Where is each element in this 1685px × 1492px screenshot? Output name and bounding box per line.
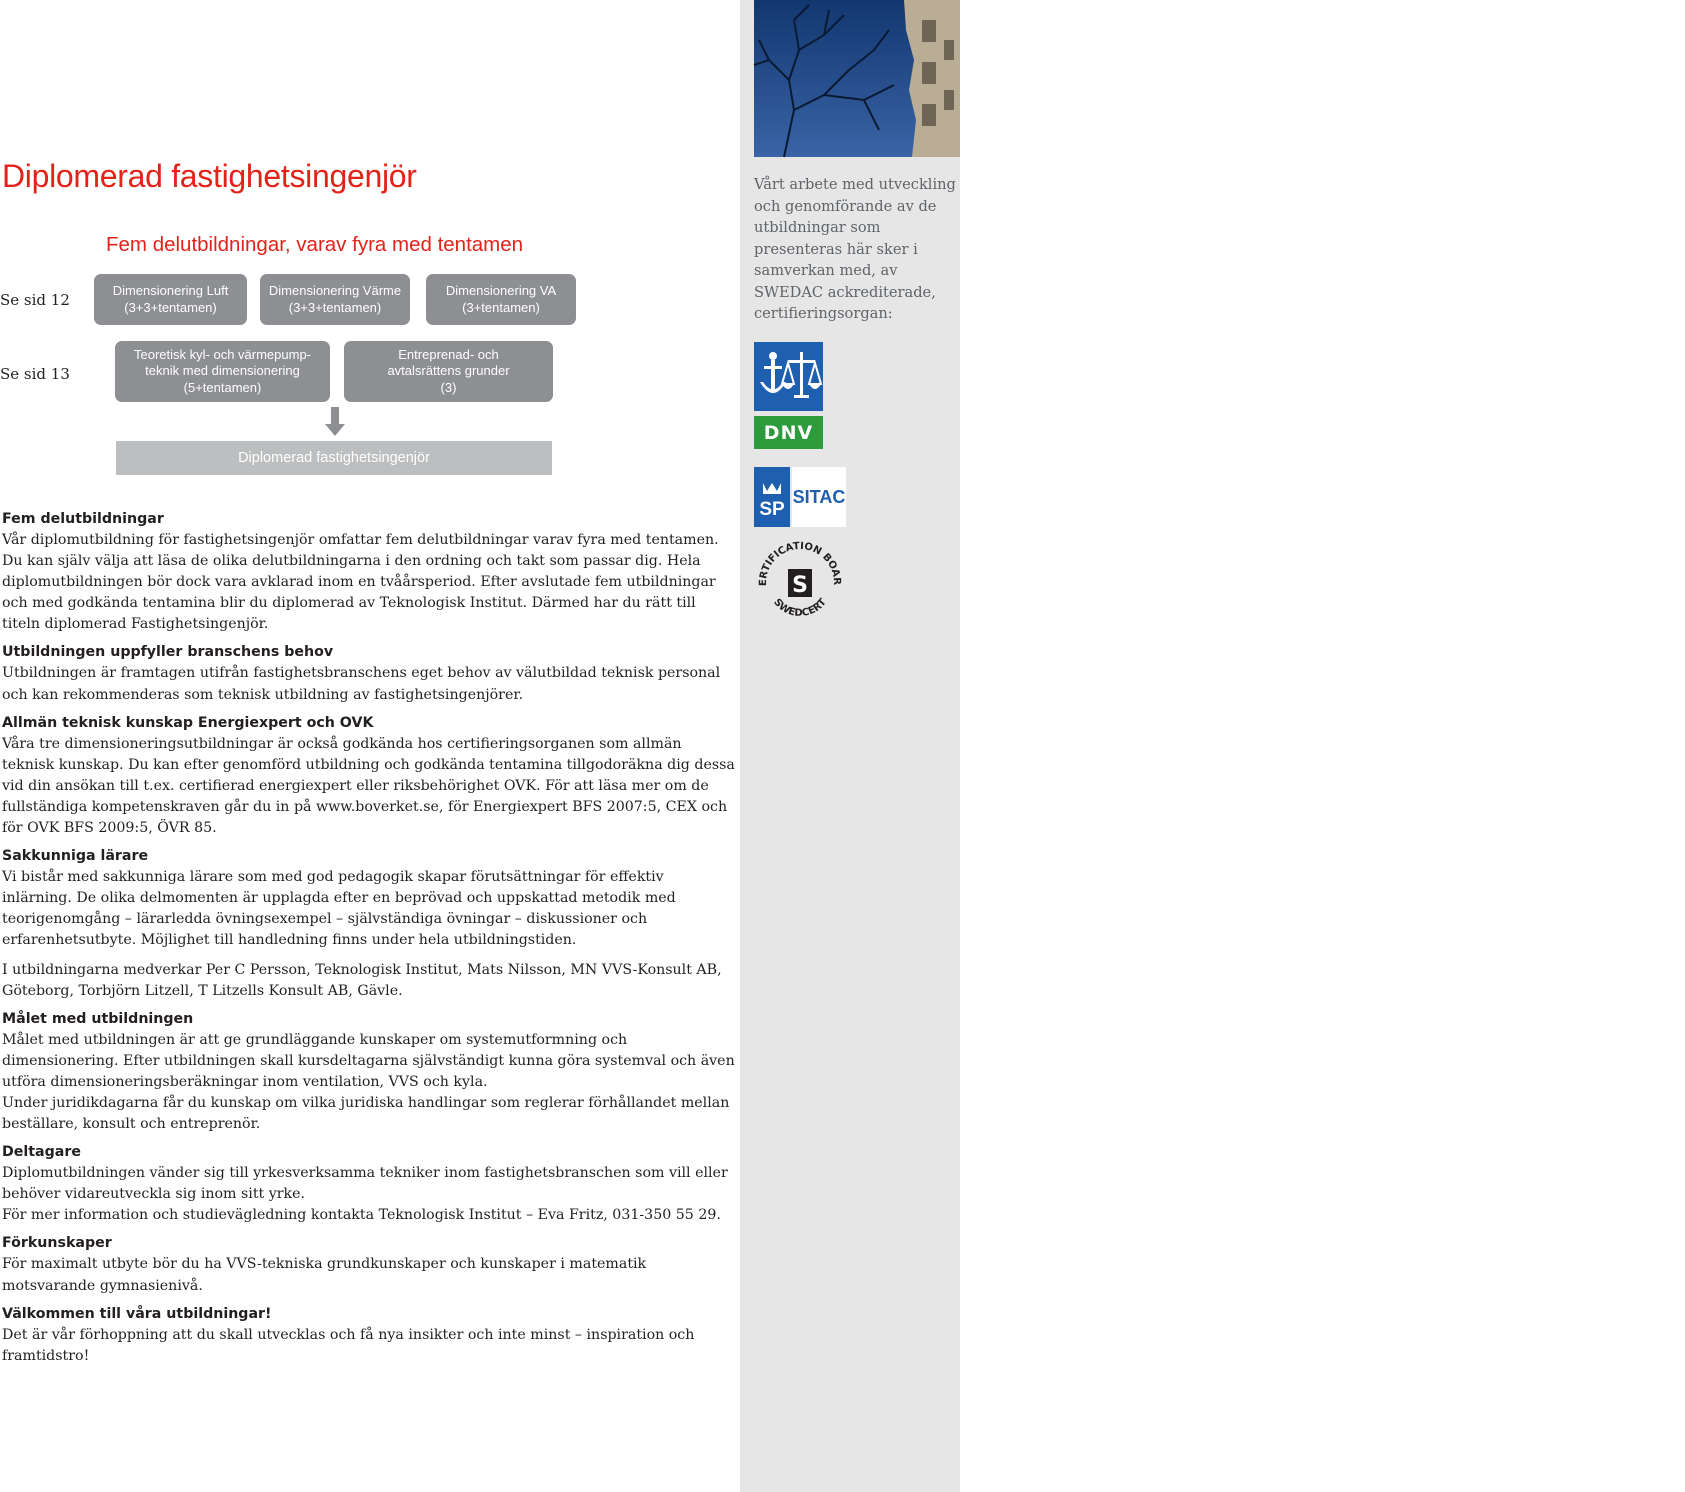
- course-box-label: (3): [440, 379, 457, 395]
- section-heading: Allmän teknisk kunskap Energiexpert och OVK: [2, 714, 374, 731]
- diploma-result-box: [116, 441, 552, 475]
- cert-top-text: ERTIFICATION BOAR: [757, 540, 843, 587]
- cert-mark: S: [792, 573, 808, 598]
- section-fem-delutbildningar: [2, 509, 738, 635]
- section-paragraph: Våra tre dimensioneringsutbildningar är också godkända hos certifieringsorganen som allmän teknisk kunskap. Du kan efter genomförd utbildning och godkända tentamina tillgodoräkna dig dessa vid din ansökan till t.ex. certifierad energiexpert eller riksbehörighet OVK. För att läsa mer om de fullständiga kompetenskraven går du in på www.boverket.se, för Energiexpert BFS 2007:5, CEX och för OVK BFS 2009:5, ÖVR 85.: [2, 735, 735, 837]
- section-heading: Fem delutbildningar: [2, 511, 164, 527]
- section-paragraph: I utbildningarna medverkar Per C Persson, Teknologisk Institut, Mats Nilsson, MN VVS-Konsult AB, Göteborg, Torbjörn Litzell, T Litzells Konsult AB, Gävle.: [2, 961, 722, 999]
- section-paragraph: Målet med utbildningen är att ge grundläggande kunskaper om systemutformning och dimensionering. Efter utbildningen skall kursdeltagarna självständigt kunna göra systemval och även utföra dimensioneringsberäkningar inom ventilation, VVS och kyla. Under juridikdagarna får du kunskap om vilka juridiska handlingar som reglerar förhållandet mellan beställare, konsult och entreprenör.: [2, 1031, 735, 1133]
- course-box-label: (3+3+tentamen): [288, 299, 382, 315]
- sp-sitac-logo: [754, 467, 846, 527]
- page-subtitle: Fem delutbildningar, varav fyra med tentamen: [106, 233, 524, 256]
- section-heading: Utbildningen uppfyller branschens behov: [2, 644, 334, 661]
- course-box-label: (5+tentamen): [183, 379, 262, 395]
- diploma-result-label: Diplomerad fastighetsingenjör: [238, 449, 430, 466]
- section-heading: Deltagare: [2, 1144, 81, 1161]
- course-box-label: Dimensionering Luft: [112, 283, 229, 298]
- section-sakkunniga-larare: [2, 846, 738, 1002]
- anchor-scales-logo: [754, 342, 823, 411]
- course-box-entreprenad: [344, 341, 553, 402]
- section-paragraph: Utbildningen är framtagen utifrån fastighetsbranschens eget behov av välutbildad teknisk personal och kan rekommenderas som teknisk utbildning av fastighetsingenjörer.: [2, 665, 721, 703]
- section-forkunskaper: [2, 1233, 738, 1296]
- dnv-logo: [754, 416, 823, 449]
- svg-text:SWEDCERT: [771, 597, 829, 619]
- sidebar: [740, 0, 1685, 1492]
- section-paragraph: Diplomutbildningen vänder sig till yrkesverksamma tekniker inom fastighetsbranschen som vill eller behöver vidareutveckla sig inom sitt yrke. För mer information och studievägledning kontakta Teknologisk Institut – Eva Fritz, 031-350 55 29.: [2, 1165, 728, 1224]
- section-heading: Välkommen till våra utbildningar!: [2, 1305, 272, 1322]
- page-ref-row2: Se sid 13: [0, 365, 70, 383]
- section-valkommen: [2, 1304, 738, 1367]
- section-paragraph: För maximalt utbyte bör du ha VVS-tekniska grundkunskaper och kunskaper i matematik motsvarande gymnasienivå.: [2, 1256, 647, 1294]
- section-branschens-behov: [2, 642, 738, 705]
- sky-photo: [754, 0, 960, 157]
- course-box-label: Entreprenad- och: [398, 346, 499, 362]
- section-paragraph: Vår diplomutbildning för fastighetsingenjör omfattar fem delutbildningar varav fyra med tentamen. Du kan själv välja att läsa de olika delutbildningarna i den ordning och takt som passar dig. Hela diplomutbildningen bör dock vara avklarad inom en tvåårsperiod. Efter avslutade fem utbildningar och med godkända tentamina blir du diplomerad av Teknologisk Institut. Därmed har du rätt till titeln diplomerad Fastighetsingenjör.: [2, 532, 719, 633]
- course-box-label: (3+tentamen): [462, 299, 540, 315]
- course-box-label: Dimensionering Värme: [268, 283, 402, 298]
- course-box-kyl: [115, 341, 330, 402]
- section-heading: Förkunskaper: [2, 1235, 112, 1252]
- section-energiexpert-ovk: [2, 713, 738, 839]
- partner-intro: Vårt arbete med utveckling och genomförande av de utbildningar som presenteras här sker i samverkan med, av SWEDAC ackrediterade, certifieringsorgan:: [754, 176, 956, 322]
- dnv-logo-text: DNV: [763, 421, 814, 444]
- page-title: Diplomerad fastighetsingenjör: [2, 158, 417, 194]
- section-malet: [2, 1009, 738, 1135]
- section-paragraph: Vi bistår med sakkunniga lärare som med god pedagogik skapar förutsättningar för effektiv inlärning. De olika delmomenten är upplagda efter en beprövad och uppskattad metodik med teorigenomgång – lärarledda övningsexempel – självständiga övningar – diskussioner och erfarenhetsutbyte. Möjlighet till handledning finns under hela utbildningstiden.: [2, 869, 676, 949]
- page-number: 11: [1664, 1438, 1685, 1460]
- arrow-down-icon: [325, 407, 345, 437]
- course-box-label: teknik med dimensionering: [145, 363, 300, 379]
- section-paragraph: Det är vår förhoppning att du skall utvecklas och få nya insikter och inte minst – inspiration och framtidstro!: [2, 1326, 695, 1364]
- body-content: [2, 509, 738, 1374]
- course-box-label: (3+3+tentamen): [124, 299, 217, 315]
- course-box-luft: [94, 274, 247, 325]
- section-heading: Målet med utbildningen: [2, 1010, 194, 1027]
- cert-bottom-text: SWEDCERT: [771, 596, 829, 620]
- page-ref-row1: Se sid 12: [0, 291, 70, 309]
- section-heading: Sakkunniga lärare: [2, 848, 149, 865]
- sitac-text: SITAC: [792, 486, 846, 507]
- course-box-label: Dimensionering VA: [445, 283, 557, 298]
- course-box-va: [426, 274, 576, 325]
- sp-text: SP: [759, 499, 785, 520]
- section-deltagare: [2, 1142, 738, 1226]
- course-box-label: avtalsrättens grunder: [387, 363, 510, 379]
- certification-board-seal: [754, 537, 846, 625]
- course-box-label: Teoretisk kyl- och värmepump-: [134, 346, 311, 362]
- course-box-varme: [260, 274, 410, 325]
